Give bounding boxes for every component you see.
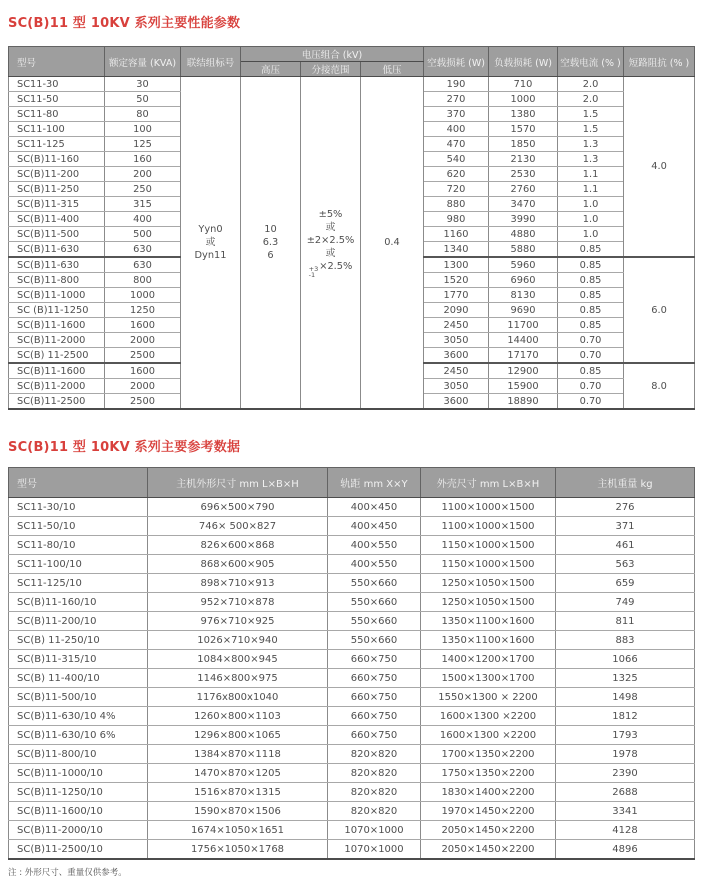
reference-row xyxy=(9,840,695,860)
model-cell: SC(B)11-160 xyxy=(9,152,105,167)
load-loss-cell: 15900 xyxy=(489,379,558,394)
dimensions-cell: 976×710×925 xyxy=(148,612,328,631)
no-load-current-cell: 1.1 xyxy=(558,167,624,182)
shell-size-cell: 1150×1000×1500 xyxy=(421,555,556,574)
impedance-cell: 4.0 xyxy=(624,77,695,258)
model-cell: SC(B)11-1600 xyxy=(9,363,105,379)
capacity-cell: 1600 xyxy=(105,363,181,379)
performance-section-title: SC(B)11 型 10KV 系列主要性能参数 xyxy=(8,16,241,31)
no-load-loss-cell: 1520 xyxy=(424,273,489,288)
col-header-ref-shell-size: 外壳尺寸 mm L×B×H xyxy=(421,468,556,498)
weight-cell: 2390 xyxy=(556,764,695,783)
model-cell: SC(B)11-1000 xyxy=(9,288,105,303)
no-load-loss-cell: 720 xyxy=(424,182,489,197)
no-load-loss-cell: 2090 xyxy=(424,303,489,318)
tap-range-cell xyxy=(301,77,361,410)
col-header-ref-rail-gauge: 轨距 mm X×Y xyxy=(328,468,421,498)
load-loss-cell: 2130 xyxy=(489,152,558,167)
weight-cell: 3341 xyxy=(556,802,695,821)
reference-row xyxy=(9,802,695,821)
model-cell: SC(B)11-1600/10 xyxy=(9,802,148,821)
col-header-ref-dimensions: 主机外形尺寸 mm L×B×H xyxy=(148,468,328,498)
no-load-loss-cell: 1160 xyxy=(424,227,489,242)
capacity-cell: 1600 xyxy=(105,318,181,333)
capacity-cell: 315 xyxy=(105,197,181,212)
model-cell: SC(B)11-630/10 6% xyxy=(9,726,148,745)
performance-table-header xyxy=(9,47,695,77)
model-cell: SC(B)11-315 xyxy=(9,197,105,212)
no-load-current-cell: 1.3 xyxy=(558,137,624,152)
weight-cell: 563 xyxy=(556,555,695,574)
no-load-current-cell: 0.85 xyxy=(558,318,624,333)
shell-size-cell: 1500×1300×1700 xyxy=(421,669,556,688)
model-cell: SC(B)11-630 xyxy=(9,257,105,273)
weight-cell: 1793 xyxy=(556,726,695,745)
col-header-connection: 联结组标号 xyxy=(181,47,241,77)
weight-cell: 276 xyxy=(556,498,695,517)
no-load-current-cell: 0.70 xyxy=(558,379,624,394)
capacity-cell: 250 xyxy=(105,182,181,197)
no-load-loss-cell: 2450 xyxy=(424,318,489,333)
rail-gauge-cell: 1070×1000 xyxy=(328,840,421,860)
load-loss-cell: 2760 xyxy=(489,182,558,197)
dimensions-cell: 1296×800×1065 xyxy=(148,726,328,745)
model-cell: SC(B)11-2000/10 xyxy=(9,821,148,840)
rail-gauge-cell: 400×450 xyxy=(328,517,421,536)
no-load-current-cell: 0.85 xyxy=(558,363,624,379)
model-cell: SC(B)11-800/10 xyxy=(9,745,148,764)
no-load-current-cell: 1.1 xyxy=(558,182,624,197)
reference-row xyxy=(9,745,695,764)
model-cell: SC(B)11-2500/10 xyxy=(9,840,148,860)
model-cell: SC(B)11-800 xyxy=(9,273,105,288)
text-line: ±5% xyxy=(318,208,343,220)
text-line: 10 xyxy=(264,224,277,235)
rail-gauge-cell: 820×820 xyxy=(328,745,421,764)
no-load-loss-cell: 370 xyxy=(424,107,489,122)
reference-row xyxy=(9,574,695,593)
no-load-current-cell: 1.0 xyxy=(558,212,624,227)
dimensions-cell: 1756×1050×1768 xyxy=(148,840,328,860)
col-header-no-load-loss: 空载损耗 (W) xyxy=(424,47,489,77)
weight-cell: 461 xyxy=(556,536,695,555)
reference-row xyxy=(9,593,695,612)
shell-size-cell: 1600×1300 ×2200 xyxy=(421,726,556,745)
text-line: Yyn0 xyxy=(198,224,223,235)
model-cell: SC(B)11-500 xyxy=(9,227,105,242)
weight-cell: 1812 xyxy=(556,707,695,726)
capacity-cell: 2500 xyxy=(105,348,181,364)
performance-table-body xyxy=(9,77,695,410)
shell-size-cell: 1250×1050×1500 xyxy=(421,593,556,612)
model-cell: SC11-30/10 xyxy=(9,498,148,517)
no-load-current-cell: 1.3 xyxy=(558,152,624,167)
model-cell: SC11-80/10 xyxy=(9,536,148,555)
model-cell: SC(B)11-2000 xyxy=(9,379,105,394)
load-loss-cell: 5960 xyxy=(489,257,558,273)
load-loss-cell: 11700 xyxy=(489,318,558,333)
footnote: 注 : 外形尺寸、重量仅供参考。 xyxy=(8,868,127,878)
no-load-loss-cell: 1300 xyxy=(424,257,489,273)
no-load-current-cell: 0.85 xyxy=(558,242,624,258)
col-header-impedance: 短路阻抗 (% ) xyxy=(624,47,695,77)
no-load-current-cell: 0.70 xyxy=(558,348,624,364)
model-cell: SC(B) 11-2500 xyxy=(9,348,105,364)
model-cell: SC(B)11-630/10 4% xyxy=(9,707,148,726)
reference-row xyxy=(9,821,695,840)
rail-gauge-cell: 550×660 xyxy=(328,612,421,631)
shell-size-cell: 1400×1200×1700 xyxy=(421,650,556,669)
dimensions-cell: 1516×870×1315 xyxy=(148,783,328,802)
reference-row xyxy=(9,536,695,555)
dimensions-cell: 1470×870×1205 xyxy=(148,764,328,783)
shell-size-cell: 1700×1350×2200 xyxy=(421,745,556,764)
no-load-current-cell: 2.0 xyxy=(558,77,624,92)
reference-row xyxy=(9,555,695,574)
shell-size-cell: 1830×1400×2200 xyxy=(421,783,556,802)
no-load-loss-cell: 400 xyxy=(424,122,489,137)
weight-cell: 883 xyxy=(556,631,695,650)
dimensions-cell: 1384×870×1118 xyxy=(148,745,328,764)
capacity-cell: 2000 xyxy=(105,333,181,348)
col-header-no-load-current: 空载电流 (% ) xyxy=(558,47,624,77)
reference-table-body xyxy=(9,498,695,860)
performance-row xyxy=(9,77,695,92)
rail-gauge-cell: 660×750 xyxy=(328,726,421,745)
dimensions-cell: 1176x800x1040 xyxy=(148,688,328,707)
rail-gauge-cell: 550×660 xyxy=(328,574,421,593)
shell-size-cell: 1600×1300 ×2200 xyxy=(421,707,556,726)
dimensions-cell: 1084×800×945 xyxy=(148,650,328,669)
no-load-loss-cell: 620 xyxy=(424,167,489,182)
hv-values-cell xyxy=(241,77,301,410)
rail-gauge-cell: 660×750 xyxy=(328,688,421,707)
model-cell: SC (B)11-1250 xyxy=(9,303,105,318)
dimensions-cell: 1260×800×1103 xyxy=(148,707,328,726)
no-load-current-cell: 0.70 xyxy=(558,394,624,410)
col-header-load-loss: 负载损耗 (W) xyxy=(489,47,558,77)
reference-row xyxy=(9,688,695,707)
no-load-loss-cell: 1770 xyxy=(424,288,489,303)
capacity-cell: 2000 xyxy=(105,379,181,394)
weight-cell: 1978 xyxy=(556,745,695,764)
model-cell: SC(B)11-1000/10 xyxy=(9,764,148,783)
rail-gauge-cell: 1070×1000 xyxy=(328,821,421,840)
fraction-stack xyxy=(309,266,319,278)
col-header-capacity: 额定容量 (KVA) xyxy=(105,47,181,77)
dimensions-cell: 696×500×790 xyxy=(148,498,328,517)
model-cell: SC11-100 xyxy=(9,122,105,137)
dimensions-cell: 1590×870×1506 xyxy=(148,802,328,821)
model-cell: SC11-100/10 xyxy=(9,555,148,574)
no-load-current-cell: 1.0 xyxy=(558,197,624,212)
shell-size-cell: 1350×1100×1600 xyxy=(421,612,556,631)
reference-row xyxy=(9,707,695,726)
shell-size-cell: 1150×1000×1500 xyxy=(421,536,556,555)
dimensions-cell: 898×710×913 xyxy=(148,574,328,593)
no-load-current-cell: 0.85 xyxy=(558,257,624,273)
col-header-model: 型号 xyxy=(9,47,105,77)
reference-row xyxy=(9,517,695,536)
text-line: Dyn11 xyxy=(194,250,227,261)
capacity-cell: 800 xyxy=(105,273,181,288)
no-load-loss-cell: 540 xyxy=(424,152,489,167)
load-loss-cell: 9690 xyxy=(489,303,558,318)
reference-row xyxy=(9,650,695,669)
capacity-cell: 400 xyxy=(105,212,181,227)
no-load-loss-cell: 190 xyxy=(424,77,489,92)
text-line: +3 -1 ×2.5% xyxy=(308,260,353,279)
model-cell: SC11-50 xyxy=(9,92,105,107)
no-load-loss-cell: 1340 xyxy=(424,242,489,258)
reference-row xyxy=(9,764,695,783)
load-loss-cell: 14400 xyxy=(489,333,558,348)
col-header-voltage-group: 电压组合 (kV) xyxy=(241,47,424,62)
capacity-cell: 125 xyxy=(105,137,181,152)
model-cell: SC11-50/10 xyxy=(9,517,148,536)
shell-size-cell: 1750×1350×2200 xyxy=(421,764,556,783)
reference-row xyxy=(9,726,695,745)
capacity-cell: 80 xyxy=(105,107,181,122)
load-loss-cell: 1380 xyxy=(489,107,558,122)
no-load-loss-cell: 270 xyxy=(424,92,489,107)
col-header-hv: 高压 xyxy=(241,62,301,77)
capacity-cell: 1000 xyxy=(105,288,181,303)
shell-size-cell: 1350×1100×1600 xyxy=(421,631,556,650)
shell-size-cell: 2050×1450×2200 xyxy=(421,821,556,840)
text-line: ±2×2.5% xyxy=(306,234,355,246)
load-loss-cell: 2530 xyxy=(489,167,558,182)
load-loss-cell: 3990 xyxy=(489,212,558,227)
rail-gauge-cell: 660×750 xyxy=(328,669,421,688)
no-load-current-cell: 2.0 xyxy=(558,92,624,107)
weight-cell: 811 xyxy=(556,612,695,631)
shell-size-cell: 1100×1000×1500 xyxy=(421,517,556,536)
model-cell: SC(B)11-630 xyxy=(9,242,105,258)
shell-size-cell: 1970×1450×2200 xyxy=(421,802,556,821)
rail-gauge-cell: 820×820 xyxy=(328,783,421,802)
col-header-ref-weight: 主机重量 kg xyxy=(556,468,695,498)
dimensions-cell: 746× 500×827 xyxy=(148,517,328,536)
load-loss-cell: 1850 xyxy=(489,137,558,152)
stack-top: +3 xyxy=(308,264,319,273)
model-cell: SC11-80 xyxy=(9,107,105,122)
rail-gauge-cell: 660×750 xyxy=(328,707,421,726)
col-header-lv: 低压 xyxy=(361,62,424,77)
col-header-ref-model: 型号 xyxy=(9,468,148,498)
weight-cell: 4896 xyxy=(556,840,695,860)
capacity-cell: 160 xyxy=(105,152,181,167)
dimensions-cell: 868×600×905 xyxy=(148,555,328,574)
model-cell: SC(B)11-200 xyxy=(9,167,105,182)
model-cell: SC(B) 11-250/10 xyxy=(9,631,148,650)
no-load-loss-cell: 2450 xyxy=(424,363,489,379)
load-loss-cell: 3470 xyxy=(489,197,558,212)
text-line: 6.3 xyxy=(262,237,279,248)
rail-gauge-cell: 660×750 xyxy=(328,650,421,669)
dimensions-cell: 1674×1050×1651 xyxy=(148,821,328,840)
rail-gauge-cell: 820×820 xyxy=(328,802,421,821)
model-cell: SC(B) 11-400/10 xyxy=(9,669,148,688)
weight-cell: 659 xyxy=(556,574,695,593)
weight-cell: 1066 xyxy=(556,650,695,669)
dimensions-cell: 1026×710×940 xyxy=(148,631,328,650)
capacity-cell: 50 xyxy=(105,92,181,107)
load-loss-cell: 8130 xyxy=(489,288,558,303)
weight-cell: 371 xyxy=(556,517,695,536)
dimensions-cell: 952×710×878 xyxy=(148,593,328,612)
model-cell: SC11-125 xyxy=(9,137,105,152)
reference-row xyxy=(9,783,695,802)
rail-gauge-cell: 400×450 xyxy=(328,498,421,517)
connection-group-cell xyxy=(181,77,241,410)
load-loss-cell: 710 xyxy=(489,77,558,92)
capacity-cell: 200 xyxy=(105,167,181,182)
reference-row xyxy=(9,612,695,631)
shell-size-cell: 1550×1300 × 2200 xyxy=(421,688,556,707)
load-loss-cell: 1570 xyxy=(489,122,558,137)
model-cell: SC(B)11-160/10 xyxy=(9,593,148,612)
model-cell: SC(B)11-1600 xyxy=(9,318,105,333)
load-loss-cell: 17170 xyxy=(489,348,558,364)
model-cell: SC(B)11-2500 xyxy=(9,394,105,410)
no-load-loss-cell: 3050 xyxy=(424,333,489,348)
model-cell: SC(B)11-250 xyxy=(9,182,105,197)
no-load-current-cell: 0.85 xyxy=(558,273,624,288)
impedance-cell: 8.0 xyxy=(624,363,695,409)
no-load-loss-cell: 880 xyxy=(424,197,489,212)
dimensions-cell: 1146×800×975 xyxy=(148,669,328,688)
load-loss-cell: 6960 xyxy=(489,273,558,288)
rail-gauge-cell: 550×660 xyxy=(328,593,421,612)
weight-cell: 2688 xyxy=(556,783,695,802)
model-cell: SC(B)11-2000 xyxy=(9,333,105,348)
no-load-current-cell: 0.85 xyxy=(558,288,624,303)
capacity-cell: 500 xyxy=(105,227,181,242)
stack-bottom: -1 xyxy=(308,270,316,279)
model-cell: SC(B)11-315/10 xyxy=(9,650,148,669)
text-line: 或 xyxy=(325,247,336,259)
no-load-current-cell: 1.0 xyxy=(558,227,624,242)
reference-row xyxy=(9,498,695,517)
impedance-cell: 6.0 xyxy=(624,257,695,363)
weight-cell: 4128 xyxy=(556,821,695,840)
load-loss-cell: 4880 xyxy=(489,227,558,242)
no-load-loss-cell: 470 xyxy=(424,137,489,152)
weight-cell: 1325 xyxy=(556,669,695,688)
weight-cell: 749 xyxy=(556,593,695,612)
capacity-cell: 630 xyxy=(105,242,181,258)
reference-table-header xyxy=(9,468,695,498)
rail-gauge-cell: 820×820 xyxy=(328,764,421,783)
model-cell: SC(B)11-400 xyxy=(9,212,105,227)
load-loss-cell: 1000 xyxy=(489,92,558,107)
lv-value-cell: 0.4 xyxy=(361,77,424,410)
rail-gauge-cell: 550×660 xyxy=(328,631,421,650)
model-cell: SC(B)11-1250/10 xyxy=(9,783,148,802)
capacity-cell: 100 xyxy=(105,122,181,137)
capacity-cell: 2500 xyxy=(105,394,181,410)
weight-cell: 1498 xyxy=(556,688,695,707)
load-loss-cell: 18890 xyxy=(489,394,558,410)
shell-size-cell: 1250×1050×1500 xyxy=(421,574,556,593)
no-load-loss-cell: 980 xyxy=(424,212,489,227)
model-cell: SC(B)11-200/10 xyxy=(9,612,148,631)
no-load-loss-cell: 3050 xyxy=(424,379,489,394)
reference-section-title: SC(B)11 型 10KV 系列主要参考数据 xyxy=(8,440,241,455)
no-load-current-cell: 1.5 xyxy=(558,122,624,137)
capacity-cell: 1250 xyxy=(105,303,181,318)
model-cell: SC11-30 xyxy=(9,77,105,92)
model-cell: SC(B)11-500/10 xyxy=(9,688,148,707)
reference-row xyxy=(9,669,695,688)
no-load-loss-cell: 3600 xyxy=(424,394,489,410)
shell-size-cell: 1100×1000×1500 xyxy=(421,498,556,517)
model-cell: SC11-125/10 xyxy=(9,574,148,593)
capacity-cell: 30 xyxy=(105,77,181,92)
reference-row xyxy=(9,631,695,650)
dimensions-cell: 826×600×868 xyxy=(148,536,328,555)
col-header-tap-range: 分接范围 xyxy=(301,62,361,77)
rail-gauge-cell: 400×550 xyxy=(328,536,421,555)
reference-table xyxy=(8,467,695,860)
no-load-current-cell: 0.70 xyxy=(558,333,624,348)
text-line: 6 xyxy=(267,250,274,261)
no-load-current-cell: 0.85 xyxy=(558,303,624,318)
rail-gauge-cell: 400×550 xyxy=(328,555,421,574)
no-load-current-cell: 1.5 xyxy=(558,107,624,122)
text-line: 或 xyxy=(325,221,336,233)
performance-table xyxy=(8,46,695,410)
text-line: 或 xyxy=(205,237,216,248)
no-load-loss-cell: 3600 xyxy=(424,348,489,364)
shell-size-cell: 2050×1450×2200 xyxy=(421,840,556,860)
load-loss-cell: 12900 xyxy=(489,363,558,379)
capacity-cell: 630 xyxy=(105,257,181,273)
load-loss-cell: 5880 xyxy=(489,242,558,258)
